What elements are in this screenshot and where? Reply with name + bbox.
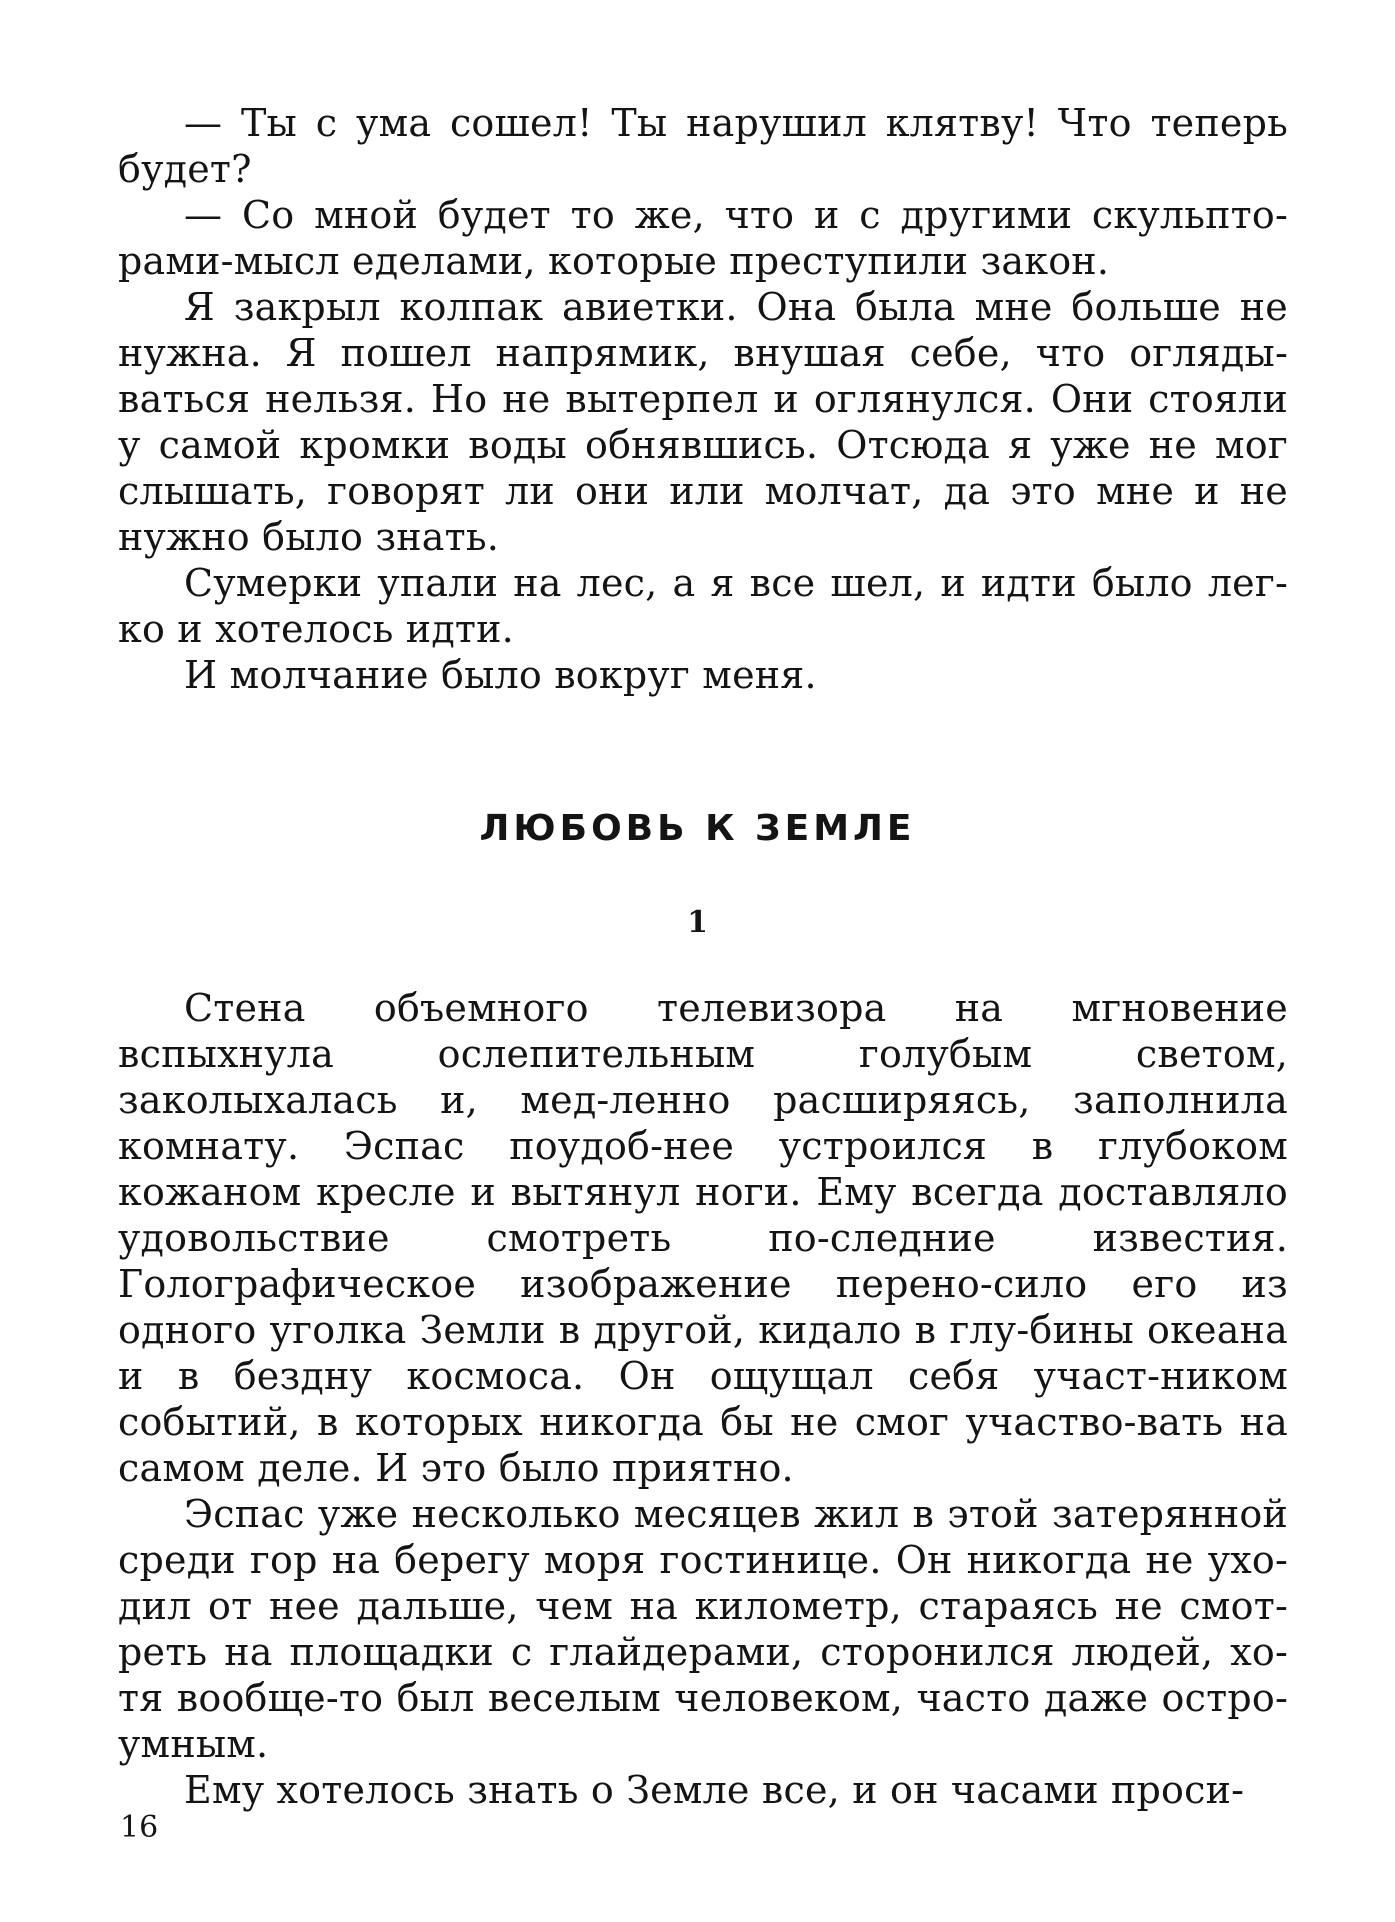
chapter-title: ЛЮБОВЬ К ЗЕМЛЕ	[479, 808, 916, 849]
bottom-text-block	[118, 985, 1288, 1813]
paragraph: Сумерки упали на лес, а я все шел, и идти было лег-ко и хотелось идти.	[118, 561, 1288, 651]
top-text-block	[118, 100, 1288, 698]
paragraph: — Ты с ума сошел! Ты нарушил клятву! Что теперь будет?	[118, 101, 1288, 191]
paragraph: Я закрыл колпак авиетки. Она была мне больше не нужна. Я пошел напрямик, внушая себе, что огляды-ваться нельзя. Но не вытерпел и оглянулся. Они стояли у самой кромки воды обнявшись. Отсюда я уже не мог слышать, говорят ли они или молчат, да это мне и не нужно было знать.	[118, 285, 1288, 559]
paragraph: И молчание было вокруг меня.	[184, 653, 817, 697]
paragraph: Ему хотелось знать о Земле все, и он часами проси-	[184, 1768, 1245, 1812]
paragraph: Эспас уже несколько месяцев жил в этой затерянной среди гор на берегу моря гостинице. Он никогда не ухо-дил от нее дальше, чем на километр, стараясь не смот-реть на площадки с глайдерами, сторонился людей, хо-тя вообще-то был веселым человеком, часто даже остро-умным.	[118, 1492, 1288, 1766]
section-number: 1	[687, 905, 708, 940]
paragraph: Стена объемного телевизора на мгновение вспыхнула ослепительным голубым светом, заколыхалась и, мед-ленно расширяясь, заполнила комнату. Эспас поудоб-нее устроился в глубоком кожаном кресле и вытянул ноги. Ему всегда доставляло удовольствие смотреть по-следние известия. Голографическое изображение перено-сило его из одного уголка Земли в другой, кидало в глу-бины океана и в бездну космоса. Он ощущал себя участ-ником событий, в которых никогда бы не смог участво-вать на самом деле. И это было приятно.	[118, 986, 1288, 1490]
paragraph: — Со мной будет то же, что и с другими скульпто-рами-мысл еделами, которые преступили закон.	[118, 193, 1288, 283]
page-number: 16	[120, 1810, 159, 1845]
